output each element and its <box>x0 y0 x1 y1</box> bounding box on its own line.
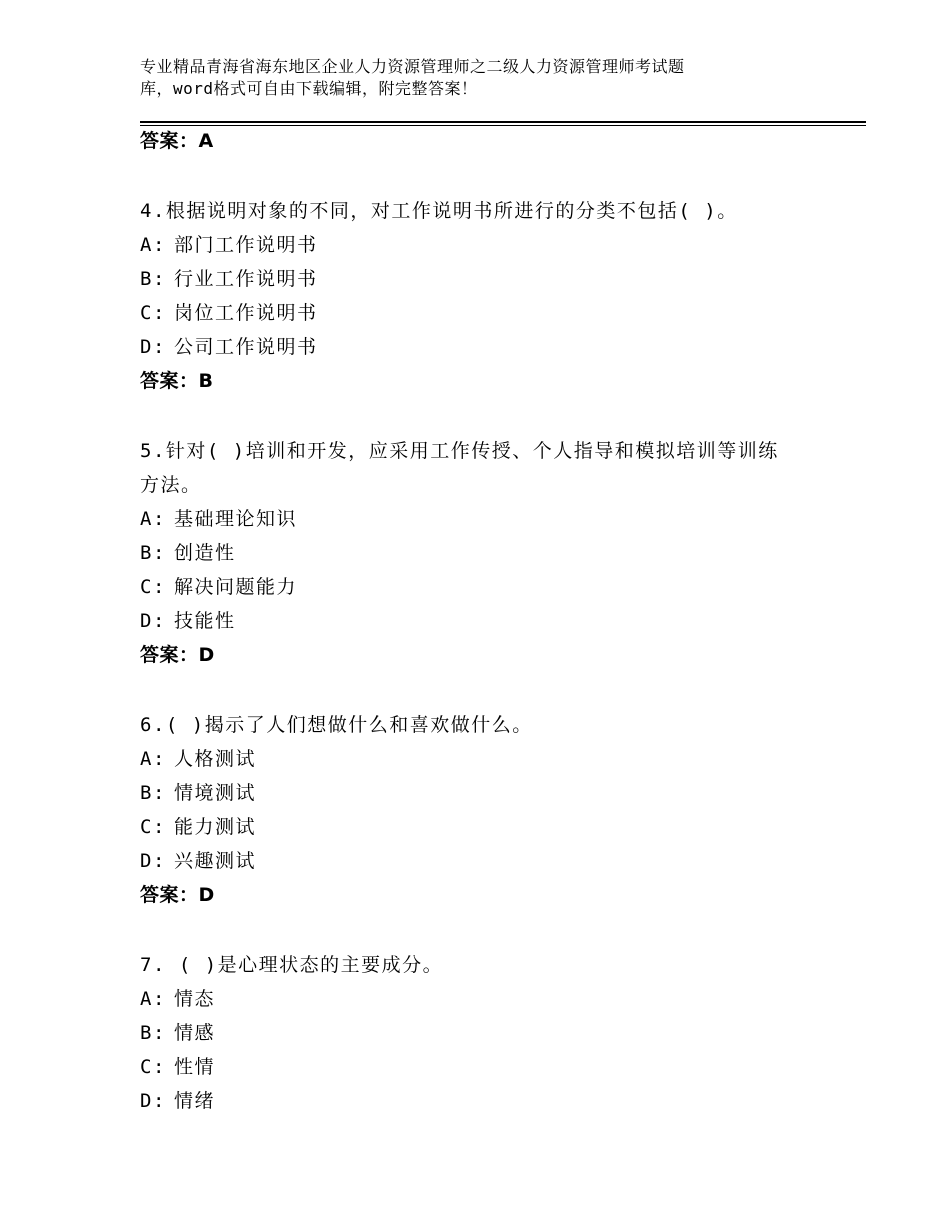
header-rule-thick <box>140 121 866 123</box>
option-label: B: <box>140 782 166 804</box>
option-b <box>140 776 860 810</box>
option-d <box>140 844 860 878</box>
option-text: 解决问题能力 <box>174 576 298 598</box>
answer: 答案：D <box>140 884 215 906</box>
option-c <box>140 296 860 330</box>
option-label: A: <box>140 988 166 1010</box>
option-a <box>140 742 860 776</box>
answer: 答案：D <box>140 644 215 666</box>
option-text: 情境测试 <box>174 782 257 804</box>
spacer <box>140 158 860 194</box>
option-text: 创造性 <box>174 542 236 564</box>
option-c <box>140 810 860 844</box>
question-stem: 6.( )揭示了人们想做什么和喜欢做什么。 <box>140 714 533 736</box>
document-header <box>140 56 820 100</box>
option-b <box>140 536 860 570</box>
question-stem: 5.针对( )培训和开发，应采用工作传授、个人指导和模拟培训等训练 <box>140 440 779 462</box>
option-b <box>140 1016 860 1050</box>
option-a <box>140 982 860 1016</box>
option-a <box>140 502 860 536</box>
spacer <box>140 398 860 434</box>
question-stem: 7. ( )是心理状态的主要成分。 <box>140 954 444 976</box>
option-label: B: <box>140 1022 166 1044</box>
answer: 答案：B <box>140 370 214 392</box>
option-c <box>140 1050 860 1084</box>
option-text: 能力测试 <box>174 816 257 838</box>
option-label: C: <box>140 1056 166 1078</box>
question-7 <box>140 948 860 1118</box>
option-text: 公司工作说明书 <box>174 336 318 358</box>
question-4 <box>140 194 860 398</box>
prev-answer: 答案：A <box>140 130 214 152</box>
option-label: C: <box>140 302 166 324</box>
option-text: 基础理论知识 <box>174 508 298 530</box>
question-5 <box>140 434 860 672</box>
option-label: A: <box>140 234 166 256</box>
option-d <box>140 604 860 638</box>
option-c <box>140 570 860 604</box>
option-label: A: <box>140 748 166 770</box>
question-list <box>140 124 860 1118</box>
option-label: A: <box>140 508 166 530</box>
header-line-1: 专业精品青海省海东地区企业人力资源管理师之二级人力资源管理师考试题 <box>140 57 685 76</box>
option-text: 岗位工作说明书 <box>174 302 318 324</box>
question-6 <box>140 708 860 912</box>
option-label: D: <box>140 850 166 872</box>
header-line-2: 库，word格式可自由下载编辑，附完整答案！ <box>140 79 478 98</box>
option-b <box>140 262 860 296</box>
option-label: B: <box>140 268 166 290</box>
option-label: C: <box>140 576 166 598</box>
question-stem: 4.根据说明对象的不同，对工作说明书所进行的分类不包括( )。 <box>140 200 738 222</box>
option-text: 人格测试 <box>174 748 257 770</box>
option-text: 行业工作说明书 <box>174 268 318 290</box>
option-label: D: <box>140 336 166 358</box>
option-text: 情态 <box>174 988 216 1010</box>
option-text: 性情 <box>174 1056 216 1078</box>
option-d <box>140 1084 860 1118</box>
option-text: 技能性 <box>174 610 236 632</box>
option-label: D: <box>140 610 166 632</box>
option-text: 部门工作说明书 <box>174 234 318 256</box>
option-text: 情感 <box>174 1022 216 1044</box>
option-label: C: <box>140 816 166 838</box>
question-stem-cont: 方法。 <box>140 474 202 496</box>
option-a <box>140 228 860 262</box>
spacer <box>140 672 860 708</box>
spacer <box>140 912 860 948</box>
option-text: 情绪 <box>174 1090 216 1112</box>
option-label: D: <box>140 1090 166 1112</box>
option-d <box>140 330 860 364</box>
option-text: 兴趣测试 <box>174 850 257 872</box>
option-label: B: <box>140 542 166 564</box>
